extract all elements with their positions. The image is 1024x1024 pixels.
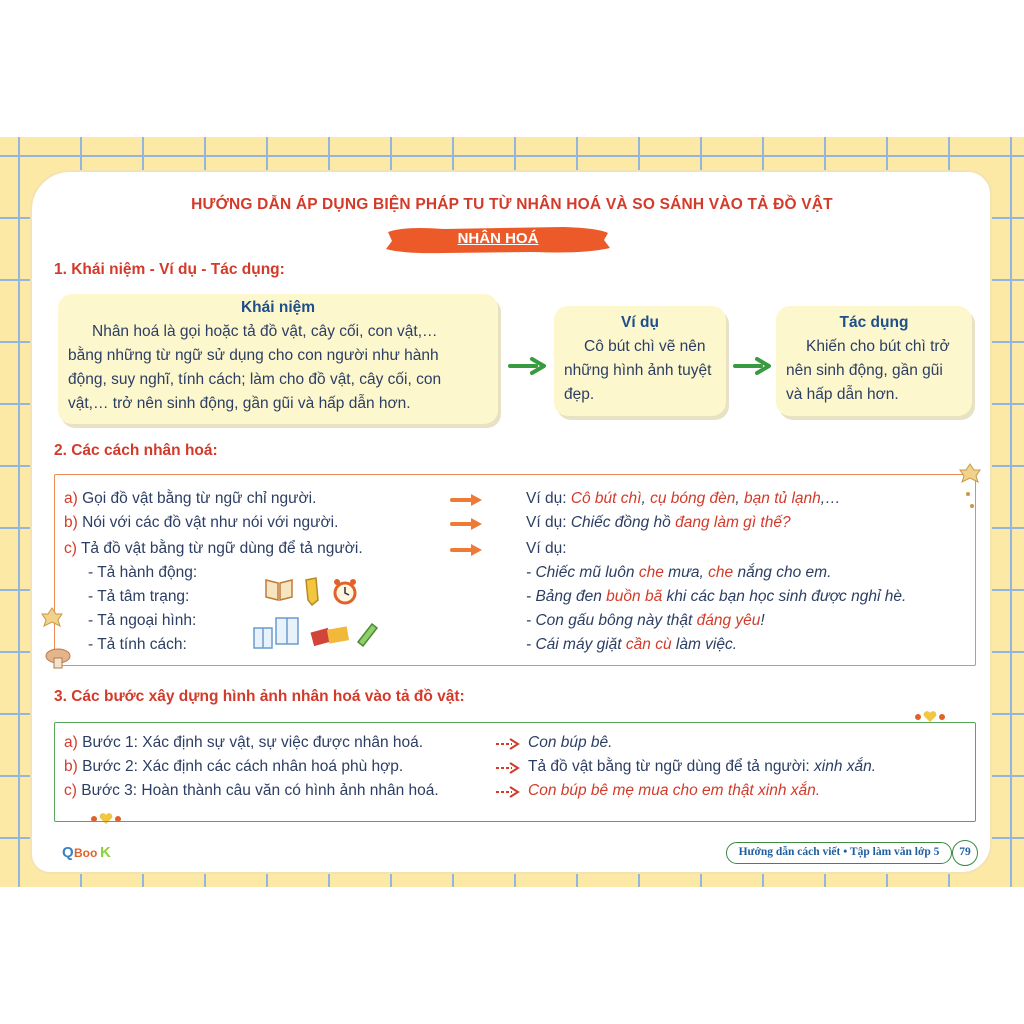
step-text: Bước 2: Xác định các cách nhân hoá phù hợp. [77, 758, 404, 775]
section3-heading: 3. Các bước xây dựng hình ảnh nhân hoá vào tả đồ vật: [54, 688, 465, 705]
example-word: Cô bút chì [570, 490, 642, 507]
gift-box-icon [250, 614, 302, 654]
method-text: Nói với các đồ vật như nói với người. [77, 514, 339, 531]
section2-heading: 2. Các cách nhân hoá: [54, 442, 218, 459]
example-word: đáng yêu [696, 612, 761, 629]
step-text: Bước 3: Hoàn thành câu văn có hình ảnh nhân hoá. [76, 782, 439, 799]
example-word: che [638, 564, 664, 581]
example-c [526, 540, 567, 558]
example-word: buồn bã [606, 588, 663, 605]
step-result-1: Con búp bê. [528, 734, 613, 751]
dashed-arrow-icon [494, 761, 522, 775]
example-c-4 [526, 636, 737, 654]
logo-icon [62, 840, 134, 862]
section-banner [384, 224, 612, 256]
example-word: che [708, 564, 734, 581]
method-row-b [64, 514, 338, 532]
method-label: b) [64, 514, 78, 531]
example-line: những hình ảnh tuyệt [564, 362, 712, 379]
example-sep: , [735, 490, 745, 507]
green-arrow-icon [508, 356, 548, 376]
example-sep: , [641, 490, 651, 507]
book-title-footer: Hướng dẫn cách viết • Tập làm văn lớp 5 [726, 842, 952, 864]
example-b [526, 514, 791, 532]
step-label: a) [64, 734, 78, 751]
example-text: - Bảng đen [526, 588, 607, 605]
example-word: cụ bóng đèn [650, 490, 736, 507]
page-title: HƯỚNG DẪN ÁP DỤNG BIỆN PHÁP TU TỪ NHÂN HOÁ VÀ SO SÁNH VÀO TẢ ĐỒ VẬT [191, 196, 833, 213]
sub-method: - Tả tính cách: [88, 636, 187, 653]
dashed-arrow-icon [494, 737, 522, 751]
sub-method: - Tả ngoại hình: [88, 612, 197, 629]
example-line: đẹp. [564, 386, 595, 403]
svg-text:Boo: Boo [74, 846, 98, 860]
step-text: Bước 1: Xác định sự vật, sự việc được nhân hoá. [77, 734, 424, 751]
dashed-arrow-icon [494, 785, 522, 799]
green-arrow-icon [733, 356, 773, 376]
concept-box [58, 294, 498, 424]
step-result-3: Con búp bê mẹ mua cho em thật xinh xắn. [528, 782, 821, 799]
example-sep: ,… [820, 490, 841, 507]
example-text: - Cái máy giặt [526, 636, 626, 653]
pencil-icon [300, 576, 324, 606]
method-label: a) [64, 490, 78, 507]
concept-line: bằng những từ ngữ sử dụng cho con người như hành [68, 347, 439, 364]
orange-arrow-icon [450, 517, 484, 531]
effect-title: Tác dụng [839, 314, 909, 331]
example-line: Cô bút chì vẽ nên [584, 338, 706, 355]
concept-line: động, suy nghĩ, tính cách; làm cho đồ vật, cây cối, con [68, 371, 442, 388]
sub-method: - Tả hành động: [88, 564, 198, 581]
example-text: Chiếc đồng hồ [570, 514, 676, 531]
method-row-c [64, 540, 363, 558]
step-row-3 [64, 782, 439, 800]
books-stack-icon [310, 620, 354, 648]
page-number: 79 [952, 840, 978, 866]
example-title: Ví dụ [621, 314, 659, 331]
mushroom-icon [40, 604, 80, 674]
concept-title: Khái niệm [240, 299, 316, 316]
effect-line: Khiến cho bút chì trở [806, 338, 950, 355]
effect-box [776, 306, 972, 416]
step-row-1 [64, 734, 423, 752]
leaf-icon [958, 462, 982, 512]
orange-arrow-icon [450, 493, 484, 507]
effect-line: và hấp dẫn hơn. [786, 386, 899, 403]
method-text: Gọi đồ vật bằng từ ngữ chỉ người. [77, 490, 317, 507]
example-prefix: Ví dụ: [526, 490, 567, 507]
method-row-a [64, 490, 316, 508]
sub-method: - Tả tâm trạng: [88, 588, 190, 605]
svg-text:Q: Q [62, 844, 74, 861]
step-result-italic: xinh xắn. [814, 758, 877, 775]
example-text: khi các bạn học sinh được nghỉ hè. [662, 588, 907, 605]
concept-line: Nhân hoá là gọi hoặc tả đồ vật, cây cối, con vật,… [92, 323, 438, 340]
example-text: nắng cho em. [733, 564, 832, 581]
example-word: bạn tủ lạnh [744, 490, 821, 507]
example-box [554, 306, 726, 416]
effect-line: nên sinh động, gần gũi [786, 362, 943, 379]
example-a [526, 490, 841, 508]
svg-text:K: K [100, 844, 111, 861]
example-text: ! [760, 612, 765, 629]
example-prefix: Ví dụ: [526, 514, 567, 531]
eraser-pencil-icon [354, 620, 380, 648]
book-icon [264, 576, 294, 602]
example-c-2 [526, 588, 906, 606]
example-word: đang làm gì thế? [675, 514, 791, 531]
banner-label: NHÂN HOÁ [457, 230, 539, 247]
step-result-2 [528, 758, 876, 776]
example-text: mưa, [663, 564, 709, 581]
method-text: Tả đồ vật bằng từ ngữ dùng để tả người. [76, 540, 363, 557]
example-text: - Chiếc mũ luôn [526, 564, 639, 581]
section1-heading: 1. Khái niệm - Ví dụ - Tác dụng: [54, 261, 285, 278]
example-word: cần cù [625, 636, 672, 653]
orange-arrow-icon [450, 543, 484, 557]
alarm-clock-icon [330, 576, 360, 606]
example-c-3 [526, 612, 765, 630]
qbook-logo [62, 840, 134, 866]
example-text: - Con gấu bông này thật [526, 612, 697, 629]
concept-line: vật,… trở nên sinh động, gần gũi và hấp dẫn hơn. [68, 395, 411, 412]
step-row-2 [64, 758, 403, 776]
example-text: làm việc. [671, 636, 738, 653]
step-result-text: Tả đồ vật bằng từ ngữ dùng để tả người: [528, 758, 815, 775]
example-c-1 [526, 564, 831, 582]
step-label: b) [64, 758, 78, 775]
example-prefix: Ví dụ: [526, 540, 567, 557]
method-label: c) [64, 540, 77, 557]
step-label: c) [64, 782, 77, 799]
